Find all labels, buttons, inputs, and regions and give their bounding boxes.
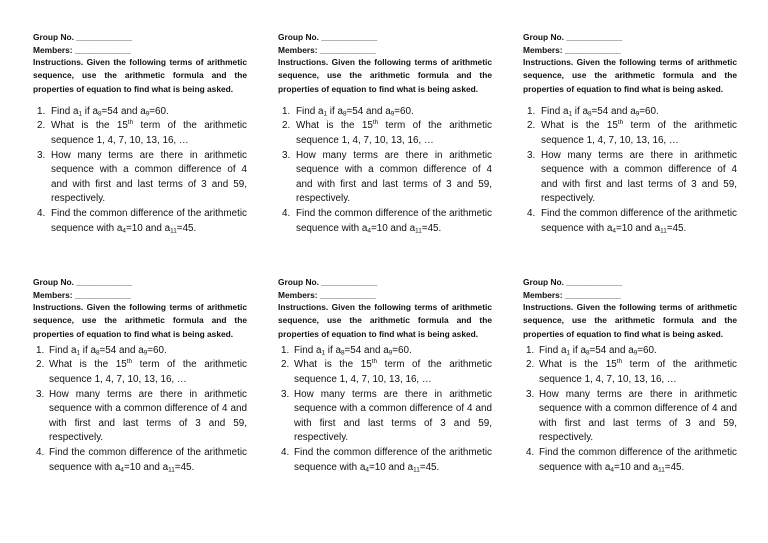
problem-list — [278, 105, 492, 236]
problem-item-1: 1. Find $a_1$ if $a_8=54$ and $a_9=60$. — [526, 344, 657, 357]
problem-item-1: 1. Find $a_1$ if $a_8=54$ and $a_9=60$. — [281, 344, 412, 357]
problem-list — [33, 105, 247, 236]
worksheet-card-bottom-middle — [278, 276, 492, 475]
problem-item-1: 1. Find $a_1$ if $a_8=54$ and $a_9=60$. — [282, 105, 414, 118]
worksheet-card-top-right — [523, 31, 737, 236]
members-label: Members: ____________ — [33, 289, 131, 300]
problem-item-3: 3. How many terms are there in arithmetic sequence with a common difference of 4 and with first and last terms of 3 and 59, respectively. — [281, 388, 492, 444]
members-label: Members: ____________ — [278, 44, 376, 55]
problem-item-3: 3. How many terms are there in arithmetic sequence with a common difference of 4 and with first and last terms of 3 and 59, respectively. — [282, 149, 492, 205]
worksheet-card-top-left — [33, 31, 247, 236]
problem-item-3: 3. How many terms are there in arithmetic sequence with a common difference of 4 and with first and last terms of 3 and 59, respectively. — [527, 149, 737, 205]
problem-list — [33, 344, 247, 475]
problem-item-4: 4. Find the common difference of the arithmetic sequence with $a_4=10$ and $a_{11}=45$. — [281, 446, 492, 474]
worksheet-card-bottom-right — [523, 276, 737, 475]
instructions-text: Instructions. Given the following terms of arithmetic sequence, use the arithmetic formula and the properties of equation to find what is being asked. — [33, 302, 247, 339]
problem-item-1: 1. Find $a_1$ if $a_8=54$ and $a_9=60$. — [37, 105, 169, 118]
problem-item-3: 3. How many terms are there in arithmetic sequence with a common difference of 4 and with first and last terms of 3 and 59, respectively. — [526, 388, 737, 444]
problem-item-2: 2. What is the 15th term of the arithmetic sequence 1, 4, 7, 10, 13, 16, … — [526, 358, 737, 385]
problem-item-2: 2. What is the 15th term of the arithmetic sequence 1, 4, 7, 10, 13, 16, … — [282, 119, 492, 146]
instructions-text: Instructions. Given the following terms of arithmetic sequence, use the arithmetic formula and the properties of equation to find what is being asked. — [523, 302, 737, 339]
instructions-text: Instructions. Given the following terms of arithmetic sequence, use the arithmetic formula and the properties of equation to find what is being asked. — [523, 57, 737, 94]
group-no-label: Group No. ____________ — [33, 277, 133, 287]
problem-item-2: 2. What is the 15th term of the arithmetic sequence 1, 4, 7, 10, 13, 16, … — [36, 358, 247, 385]
problem-item-4: 4. Find the common difference of the arithmetic sequence with $a_4=10$ and $a_{11}=45$. — [36, 446, 247, 474]
instructions-text: Instructions. Given the following terms of arithmetic sequence, use the arithmetic formula and the properties of equation to find what is being asked. — [278, 57, 492, 94]
group-no-label: Group No. ____________ — [278, 277, 378, 287]
problem-item-2: 2. What is the 15th term of the arithmetic sequence 1, 4, 7, 10, 13, 16, … — [37, 119, 247, 146]
problem-item-4: 4. Find the common difference of the arithmetic sequence with $a_4=10$ and $a_{11}=45$. — [282, 207, 492, 235]
group-no-label: Group No. ____________ — [523, 277, 623, 287]
problem-item-4: 4. Find the common difference of the arithmetic sequence with $a_4=10$ and $a_{11}=45$. — [37, 207, 247, 235]
instructions-text: Instructions. Given the following terms of arithmetic sequence, use the arithmetic formula and the properties of equation to find what is being asked. — [33, 57, 247, 94]
problem-item-1: 1. Find $a_1$ if $a_8=54$ and $a_9=60$. — [527, 105, 659, 118]
group-no-label: Group No. ____________ — [278, 32, 378, 42]
problem-item-3: 3. How many terms are there in arithmetic sequence with a common difference of 4 and with first and last terms of 3 and 59, respectively. — [37, 149, 247, 205]
group-no-label: Group No. ____________ — [33, 32, 133, 42]
problem-item-2: 2. What is the 15th term of the arithmetic sequence 1, 4, 7, 10, 13, 16, … — [527, 119, 737, 146]
problem-item-3: 3. How many terms are there in arithmetic sequence with a common difference of 4 and with first and last terms of 3 and 59, respectively. — [36, 388, 247, 444]
problem-list — [278, 344, 492, 475]
instructions-text: Instructions. Given the following terms of arithmetic sequence, use the arithmetic formula and the properties of equation to find what is being asked. — [278, 302, 492, 339]
members-label: Members: ____________ — [278, 289, 376, 300]
problem-list — [523, 105, 737, 236]
members-label: Members: ____________ — [33, 44, 131, 55]
group-no-label: Group No. ____________ — [523, 32, 623, 42]
problem-item-1: 1. Find $a_1$ if $a_8=54$ and $a_9=60$. — [36, 344, 167, 357]
problem-list — [523, 344, 737, 475]
problem-item-4: 4. Find the common difference of the arithmetic sequence with $a_4=10$ and $a_{11}=45$. — [527, 207, 737, 235]
worksheet-card-top-middle — [278, 31, 492, 236]
problem-item-4: 4. Find the common difference of the arithmetic sequence with $a_4=10$ and $a_{11}=45$. — [526, 446, 737, 474]
worksheet-card-bottom-left — [33, 276, 247, 475]
members-label: Members: ____________ — [523, 289, 621, 300]
members-label: Members: ____________ — [523, 44, 621, 55]
problem-item-2: 2. What is the 15th term of the arithmetic sequence 1, 4, 7, 10, 13, 16, … — [281, 358, 492, 385]
